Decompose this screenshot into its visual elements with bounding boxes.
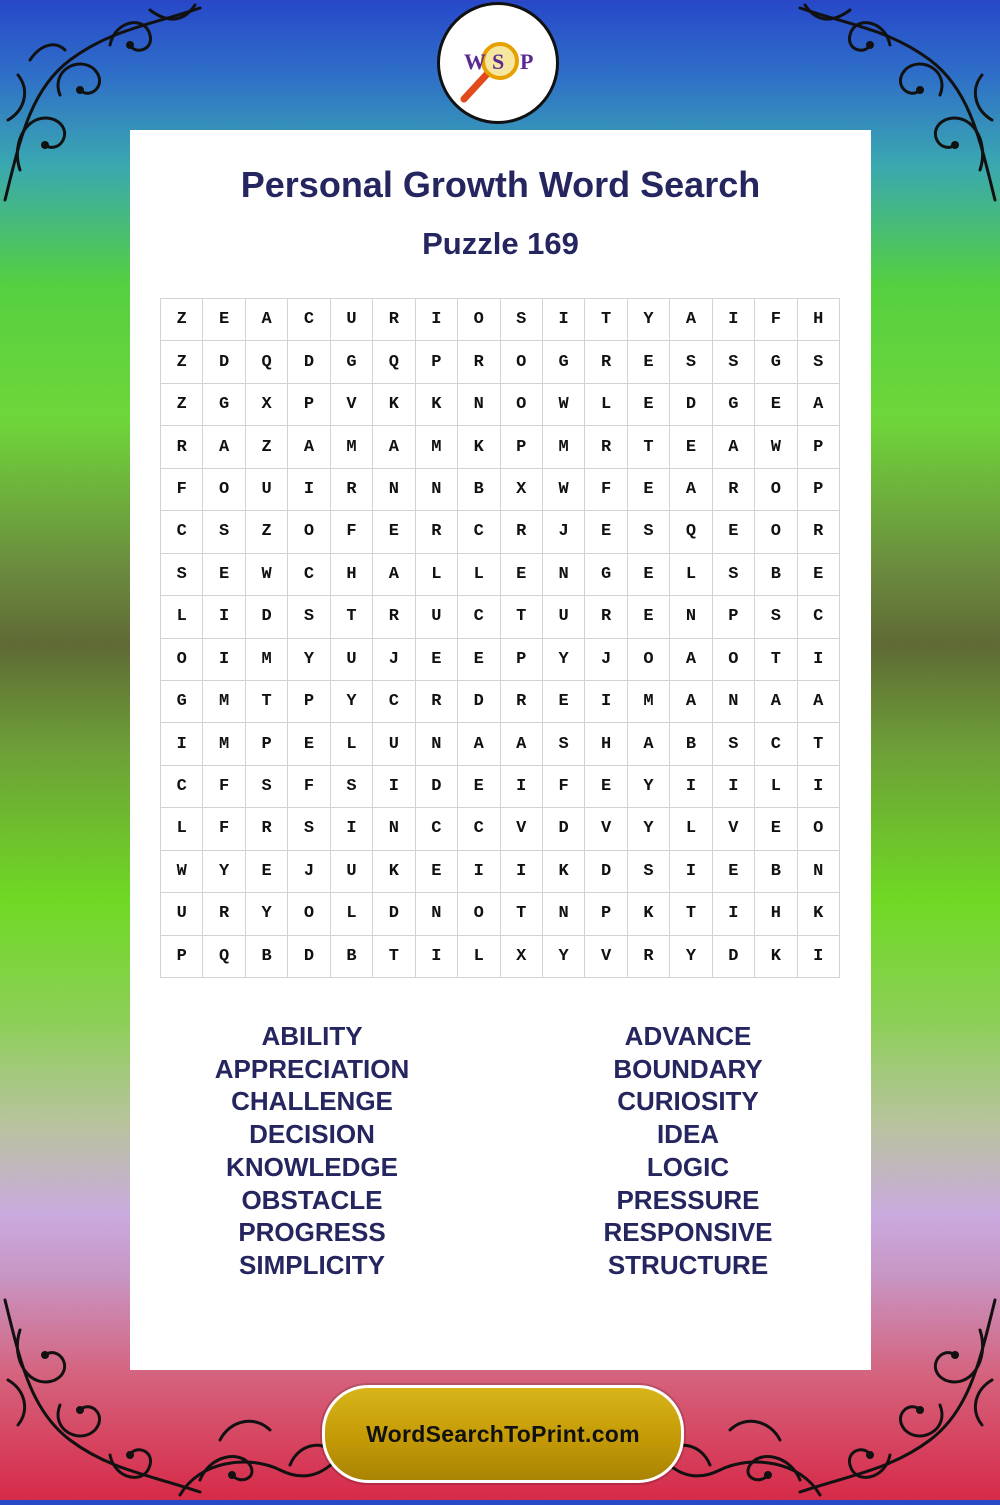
word-list-item: ADVANCE [624,1021,752,1051]
grid-cell[interactable]: L [670,808,712,850]
grid-cell[interactable]: T [373,936,415,978]
grid-cell[interactable]: T [585,299,627,341]
grid-cell[interactable]: F [755,299,797,341]
wsp-logo [437,2,559,124]
grid-cell[interactable]: P [416,341,458,383]
grid-cell[interactable]: V [331,384,373,426]
grid-cell[interactable]: H [755,893,797,935]
grid-cell[interactable]: U [331,299,373,341]
grid-cell[interactable]: R [416,681,458,723]
grid-cell[interactable]: Z [246,511,288,553]
grid-cell[interactable]: R [585,596,627,638]
grid-cell[interactable]: E [246,851,288,893]
grid-cell[interactable]: P [585,893,627,935]
grid-cell[interactable]: B [331,936,373,978]
grid-cell[interactable]: P [798,426,840,468]
word-list-item: CURIOSITY [617,1086,759,1117]
grid-cell[interactable]: U [543,596,585,638]
grid-cell[interactable]: R [585,341,627,383]
grid-cell[interactable]: W [755,426,797,468]
grid-cell[interactable]: Z [161,299,203,341]
grid-cell[interactable]: W [161,851,203,893]
grid-cell[interactable]: C [288,299,330,341]
grid-cell[interactable]: O [161,639,203,681]
grid-cell[interactable]: E [458,639,500,681]
grid-cell[interactable]: R [373,299,415,341]
grid-cell[interactable]: Y [331,681,373,723]
grid-cell[interactable]: P [798,469,840,511]
grid-cell[interactable]: F [543,766,585,808]
grid-cell[interactable]: A [670,469,712,511]
grid-cell[interactable]: A [755,681,797,723]
letter-grid [160,298,840,978]
grid-cell[interactable]: U [331,639,373,681]
grid-cell[interactable]: G [203,384,245,426]
grid-cell[interactable]: I [203,639,245,681]
grid-cell[interactable]: R [203,893,245,935]
grid-cell[interactable]: X [501,469,543,511]
word-list-item: CHALLENGE [231,1086,393,1117]
grid-cell[interactable]: I [203,596,245,638]
grid-cell[interactable]: B [755,851,797,893]
grid-cell[interactable]: J [373,639,415,681]
grid-cell[interactable]: H [798,299,840,341]
grid-cell[interactable]: D [203,341,245,383]
grid-cell[interactable]: C [798,596,840,638]
grid-cell[interactable]: R [161,426,203,468]
grid-cell[interactable]: R [458,341,500,383]
grid-cell[interactable]: Y [543,639,585,681]
grid-cell[interactable]: W [543,384,585,426]
grid-cell[interactable]: A [798,384,840,426]
grid-cell[interactable]: G [755,341,797,383]
logo-letter-p: P [520,49,534,74]
grid-cell[interactable]: R [373,596,415,638]
grid-cell[interactable]: Y [628,299,670,341]
grid-cell[interactable]: B [458,469,500,511]
grid-cell[interactable]: C [458,808,500,850]
grid-cell[interactable]: K [628,893,670,935]
grid-cell[interactable]: G [543,341,585,383]
grid-cell[interactable]: N [543,554,585,596]
grid-cell[interactable]: U [246,469,288,511]
grid-cell[interactable]: N [670,596,712,638]
grid-cell[interactable]: Z [161,341,203,383]
grid-cell[interactable]: E [755,384,797,426]
grid-cell[interactable]: C [458,596,500,638]
grid-cell[interactable]: M [331,426,373,468]
grid-cell[interactable]: D [373,893,415,935]
grid-cell[interactable]: K [798,893,840,935]
word-list-item: RESPONSIVE [603,1217,773,1248]
grid-cell[interactable]: I [543,299,585,341]
grid-cell[interactable]: E [203,299,245,341]
grid-cell[interactable]: O [458,893,500,935]
grid-cell[interactable]: A [373,554,415,596]
word-list-item: IDEA [656,1119,720,1150]
grid-cell[interactable]: Y [628,808,670,850]
grid-cell[interactable]: E [585,511,627,553]
grid-cell[interactable]: A [628,723,670,765]
grid-cell[interactable]: E [798,554,840,596]
grid-cell[interactable]: S [246,766,288,808]
grid-cell[interactable]: I [288,469,330,511]
grid-cell[interactable]: E [416,639,458,681]
grid-cell[interactable]: O [798,808,840,850]
grid-cell[interactable]: T [670,893,712,935]
grid-cell[interactable]: S [713,341,755,383]
grid-cell[interactable]: T [246,681,288,723]
grid-cell[interactable]: B [246,936,288,978]
grid-cell[interactable]: A [373,426,415,468]
grid-cell[interactable]: F [288,766,330,808]
grid-cell[interactable]: V [585,808,627,850]
grid-cell[interactable]: A [670,299,712,341]
puzzle-title: Personal Growth Word Search [240,164,761,205]
grid-cell[interactable]: V [713,808,755,850]
grid-cell[interactable]: N [416,893,458,935]
grid-cell[interactable]: A [246,299,288,341]
grid-cell[interactable]: C [161,766,203,808]
grid-cell[interactable]: K [755,936,797,978]
grid-cell[interactable]: R [628,936,670,978]
grid-cell[interactable]: I [373,766,415,808]
word-list-item: KNOWLEDGE [226,1151,398,1182]
grid-cell[interactable]: F [203,766,245,808]
grid-cell[interactable]: L [458,554,500,596]
grid-cell[interactable]: I [416,299,458,341]
grid-cell[interactable]: G [331,341,373,383]
grid-cell[interactable]: L [331,723,373,765]
grid-cell[interactable]: Y [670,936,712,978]
grid-cell[interactable]: S [755,596,797,638]
grid-cell[interactable]: T [331,596,373,638]
grid-cell[interactable]: D [713,936,755,978]
grid-cell[interactable]: R [501,511,543,553]
grid-cell[interactable]: U [161,893,203,935]
grid-cell[interactable]: E [585,766,627,808]
word-list-right [538,1020,838,1282]
logo-letter-s: S [492,49,505,74]
grid-cell[interactable]: Q [670,511,712,553]
grid-cell[interactable]: E [203,554,245,596]
grid-cell[interactable]: M [246,639,288,681]
word-list-item: BOUNDARY [613,1053,763,1084]
grid-cell[interactable]: E [713,851,755,893]
grid-cell[interactable]: C [373,681,415,723]
grid-cell[interactable]: T [501,893,543,935]
puzzle-number: Puzzle 169 [422,226,579,261]
grid-cell[interactable]: H [331,554,373,596]
grid-cell[interactable]: D [416,766,458,808]
grid-cell[interactable]: S [798,341,840,383]
grid-cell[interactable]: L [670,554,712,596]
word-list-item: APPRECIATION [214,1053,410,1084]
grid-cell[interactable]: M [416,426,458,468]
grid-cell[interactable]: I [501,766,543,808]
grid-cell[interactable]: D [246,596,288,638]
grid-cell[interactable]: R [416,511,458,553]
grid-cell[interactable]: E [628,596,670,638]
grid-cell[interactable]: I [585,681,627,723]
grid-cell[interactable]: R [585,426,627,468]
grid-cell[interactable]: I [713,299,755,341]
grid-cell[interactable]: V [585,936,627,978]
grid-cell[interactable]: S [161,554,203,596]
grid-cell[interactable]: O [288,511,330,553]
grid-cell[interactable]: K [458,426,500,468]
grid-cell[interactable]: Z [161,384,203,426]
site-url[interactable]: WordSearchToPrint.com [366,1420,640,1447]
grid-cell[interactable]: C [161,511,203,553]
grid-cell[interactable]: L [416,554,458,596]
word-list-item: DECISION [249,1119,375,1150]
grid-cell[interactable]: F [161,469,203,511]
grid-cell[interactable]: A [458,723,500,765]
grid-cell[interactable]: E [501,554,543,596]
grid-cell[interactable]: K [373,384,415,426]
grid-cell[interactable]: J [288,851,330,893]
grid-cell[interactable]: J [543,511,585,553]
grid-cell[interactable]: Y [628,766,670,808]
grid-cell[interactable]: I [670,766,712,808]
grid-cell[interactable]: W [246,554,288,596]
grid-cell[interactable]: Q [373,341,415,383]
word-list-item: STRUCTURE [607,1249,769,1280]
grid-cell[interactable]: I [501,851,543,893]
grid-cell[interactable]: K [416,384,458,426]
grid-cell[interactable]: A [501,723,543,765]
word-list-item: OBSTACLE [241,1184,383,1215]
grid-cell[interactable]: G [161,681,203,723]
grid-cell[interactable]: I [416,936,458,978]
grid-cell[interactable]: S [713,723,755,765]
grid-cell[interactable]: I [458,851,500,893]
grid-cell[interactable]: N [416,723,458,765]
word-list-item: LOGIC [646,1151,730,1182]
grid-cell[interactable]: P [501,639,543,681]
grid-cell[interactable]: P [288,681,330,723]
grid-cell[interactable]: U [331,851,373,893]
grid-cell[interactable]: E [373,511,415,553]
grid-cell[interactable]: R [331,469,373,511]
grid-cell[interactable]: T [501,596,543,638]
grid-cell[interactable]: S [501,299,543,341]
logo-letter-w: W [464,49,486,74]
grid-cell[interactable]: K [543,851,585,893]
grid-cell[interactable]: V [501,808,543,850]
puzzle-card [130,130,871,1370]
grid-cell[interactable]: O [501,341,543,383]
grid-cell[interactable]: Y [288,639,330,681]
grid-cell[interactable]: P [246,723,288,765]
grid-cell[interactable]: I [331,808,373,850]
grid-cell[interactable]: N [416,469,458,511]
grid-cell[interactable]: M [203,723,245,765]
grid-cell[interactable]: I [161,723,203,765]
grid-cell[interactable]: I [670,851,712,893]
grid-cell[interactable]: S [670,341,712,383]
grid-cell[interactable]: Q [246,341,288,383]
grid-cell[interactable]: O [501,384,543,426]
grid-cell[interactable]: E [543,681,585,723]
grid-cell[interactable]: T [755,639,797,681]
grid-cell[interactable]: S [288,808,330,850]
grid-cell[interactable]: J [585,639,627,681]
grid-cell[interactable]: E [628,469,670,511]
grid-cell[interactable]: E [713,511,755,553]
grid-cell[interactable]: M [203,681,245,723]
grid-cell[interactable]: C [288,554,330,596]
word-list-item: PROGRESS [238,1217,386,1248]
grid-cell[interactable]: Y [543,936,585,978]
grid-cell[interactable]: S [203,511,245,553]
grid-cell[interactable]: S [713,554,755,596]
grid-cell[interactable]: A [798,681,840,723]
grid-cell[interactable]: D [288,936,330,978]
grid-cell[interactable]: A [288,426,330,468]
grid-cell[interactable]: O [288,893,330,935]
grid-cell[interactable]: R [501,681,543,723]
grid-cell[interactable]: E [628,384,670,426]
grid-cell[interactable]: O [755,511,797,553]
grid-cell[interactable]: F [203,808,245,850]
grid-cell[interactable]: B [670,723,712,765]
grid-cell[interactable]: M [543,426,585,468]
grid-cell[interactable]: G [585,554,627,596]
grid-cell[interactable]: L [161,596,203,638]
grid-cell[interactable]: I [798,936,840,978]
grid-cell[interactable]: S [288,596,330,638]
grid-cell[interactable]: E [288,723,330,765]
grid-cell[interactable]: Q [203,936,245,978]
grid-cell[interactable]: Y [203,851,245,893]
grid-cell[interactable]: D [670,384,712,426]
grid-cell[interactable]: E [458,766,500,808]
grid-cell[interactable]: M [628,681,670,723]
grid-cell[interactable]: E [628,341,670,383]
grid-cell[interactable]: O [713,639,755,681]
grid-cell[interactable]: S [331,766,373,808]
grid-cell[interactable]: T [628,426,670,468]
grid-cell[interactable]: I [713,766,755,808]
word-list-left [162,1020,462,1282]
grid-cell[interactable]: C [458,511,500,553]
word-list-item: PRESSURE [616,1184,760,1215]
grid-cell[interactable]: G [713,384,755,426]
grid-cell[interactable]: R [798,511,840,553]
grid-cell[interactable]: P [501,426,543,468]
grid-cell[interactable]: D [543,808,585,850]
word-list-item: ABILITY [261,1021,363,1051]
grid-cell[interactable]: N [373,808,415,850]
grid-cell[interactable]: H [585,723,627,765]
grid-cell[interactable]: A [203,426,245,468]
grid-cell[interactable]: R [246,808,288,850]
grid-cell[interactable]: O [458,299,500,341]
grid-cell[interactable]: P [161,936,203,978]
grid-cell[interactable]: F [331,511,373,553]
grid-cell[interactable]: E [628,554,670,596]
grid-cell[interactable]: A [670,681,712,723]
grid-cell[interactable]: N [713,681,755,723]
site-banner[interactable] [322,1385,684,1483]
grid-cell[interactable]: L [585,384,627,426]
grid-cell[interactable]: Y [246,893,288,935]
grid-cell[interactable]: S [628,851,670,893]
grid-cell[interactable]: N [458,384,500,426]
grid-cell[interactable]: C [416,808,458,850]
grid-cell[interactable]: I [713,893,755,935]
grid-cell[interactable]: U [373,723,415,765]
grid-cell[interactable]: R [713,469,755,511]
grid-cell[interactable]: L [331,893,373,935]
grid-cell[interactable]: P [713,596,755,638]
grid-cell[interactable]: E [670,426,712,468]
grid-cell[interactable]: L [161,808,203,850]
grid-cell[interactable]: A [670,639,712,681]
grid-cell[interactable]: I [798,766,840,808]
grid-cell[interactable]: B [755,554,797,596]
grid-cell[interactable]: N [798,851,840,893]
grid-cell[interactable]: E [755,808,797,850]
grid-cell[interactable]: L [458,936,500,978]
grid-cell[interactable]: N [543,893,585,935]
grid-cell[interactable]: T [798,723,840,765]
grid-cell[interactable]: F [585,469,627,511]
grid-cell[interactable]: W [543,469,585,511]
bottom-scroll-ornament-right [640,1360,1000,1500]
grid-cell[interactable]: S [628,511,670,553]
grid-cell[interactable]: U [416,596,458,638]
grid-cell[interactable]: D [585,851,627,893]
grid-cell[interactable]: E [416,851,458,893]
grid-cell[interactable]: K [373,851,415,893]
grid-cell[interactable]: Z [246,426,288,468]
grid-cell[interactable]: O [755,469,797,511]
bottom-scroll-ornament-left [0,1360,360,1500]
word-list-item: SIMPLICITY [239,1249,385,1280]
grid-cell[interactable]: S [543,723,585,765]
grid-cell[interactable]: C [755,723,797,765]
grid-cell[interactable]: A [713,426,755,468]
grid-cell[interactable]: X [501,936,543,978]
grid-cell[interactable]: N [373,469,415,511]
grid-cell[interactable]: L [755,766,797,808]
grid-cell[interactable]: D [458,681,500,723]
grid-cell[interactable]: P [288,384,330,426]
grid-cell[interactable]: I [798,639,840,681]
grid-cell[interactable]: X [246,384,288,426]
grid-cell[interactable]: D [288,341,330,383]
grid-cell[interactable]: O [203,469,245,511]
grid-cell[interactable]: O [628,639,670,681]
